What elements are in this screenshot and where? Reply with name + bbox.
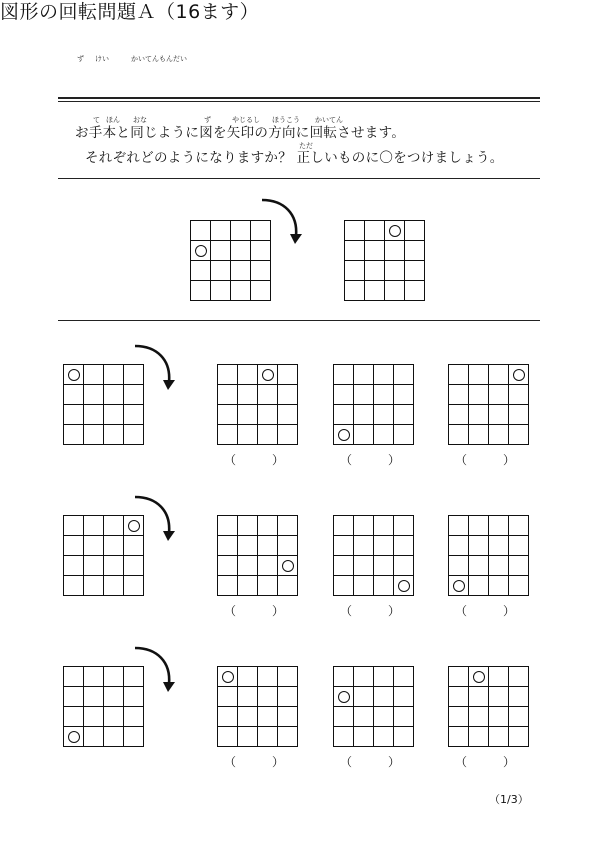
grid-cell xyxy=(124,405,144,425)
grid-cell xyxy=(258,727,278,747)
grid-cell xyxy=(354,576,374,596)
grid-cell xyxy=(449,536,469,556)
grid-cell xyxy=(231,221,251,241)
grid-cell xyxy=(509,365,529,385)
grid-cell xyxy=(258,385,278,405)
grid-cell xyxy=(334,425,354,445)
grid-cell xyxy=(334,576,354,596)
grid-cell xyxy=(469,707,489,727)
grid-cell xyxy=(449,707,469,727)
grid-cell xyxy=(84,556,104,576)
grid-cell xyxy=(64,425,84,445)
page-number: （1/3） xyxy=(489,793,529,806)
answer-bracket[interactable]: （ ） xyxy=(340,604,401,618)
grid-cell xyxy=(334,365,354,385)
grid-cell xyxy=(469,576,489,596)
grid-cell xyxy=(345,221,365,241)
grid-cell xyxy=(385,241,405,261)
grid-cell xyxy=(278,516,298,536)
grid-cell xyxy=(509,687,529,707)
grid-cell xyxy=(191,281,211,301)
grid-cell xyxy=(278,536,298,556)
grid-cell xyxy=(211,241,231,261)
grid-cell xyxy=(405,221,425,241)
grid-cell xyxy=(238,667,258,687)
grid-cell xyxy=(84,385,104,405)
circle-marker-icon xyxy=(68,369,80,381)
answer-choice-grid[interactable] xyxy=(333,515,414,596)
grid-cell xyxy=(258,687,278,707)
grid-cell xyxy=(374,556,394,576)
instr-ruby-ona: おな xyxy=(133,116,147,124)
grid-cell xyxy=(84,425,104,445)
grid-cell xyxy=(238,727,258,747)
grid-cell xyxy=(64,536,84,556)
grid-cell xyxy=(104,516,124,536)
grid-cell xyxy=(238,556,258,576)
grid-cell xyxy=(354,405,374,425)
grid-cell xyxy=(84,667,104,687)
grid-cell xyxy=(354,707,374,727)
grid-cell xyxy=(251,261,271,281)
grid-cell xyxy=(334,667,354,687)
grid-cell xyxy=(449,365,469,385)
grid-cell xyxy=(84,516,104,536)
grid-cell xyxy=(489,516,509,536)
grid-cell xyxy=(394,576,414,596)
grid-cell xyxy=(489,687,509,707)
grid-cell xyxy=(354,727,374,747)
grid-cell xyxy=(211,261,231,281)
grid-cell xyxy=(218,707,238,727)
grid-cell xyxy=(104,727,124,747)
grid-cell xyxy=(489,405,509,425)
grid-cell xyxy=(385,221,405,241)
grid-cell xyxy=(345,281,365,301)
grid-cell xyxy=(449,576,469,596)
grid-cell xyxy=(231,261,251,281)
grid-cell xyxy=(104,425,124,445)
grid-cell xyxy=(278,385,298,405)
grid-cell xyxy=(238,365,258,385)
title-ruby-kei: けい xyxy=(95,55,109,63)
grid-cell xyxy=(469,536,489,556)
grid-cell xyxy=(489,365,509,385)
grid-cell xyxy=(509,667,529,687)
grid-cell xyxy=(489,576,509,596)
grid-cell xyxy=(278,556,298,576)
grid-cell xyxy=(84,727,104,747)
grid-cell xyxy=(334,516,354,536)
grid-cell xyxy=(238,425,258,445)
grid-cell xyxy=(394,667,414,687)
grid-cell xyxy=(469,556,489,576)
grid-cell xyxy=(509,385,529,405)
grid-cell xyxy=(354,667,374,687)
grid-cell xyxy=(124,576,144,596)
grid-cell xyxy=(405,261,425,281)
grid-cell xyxy=(231,241,251,261)
answer-bracket[interactable]: （ ） xyxy=(340,755,401,769)
grid-cell xyxy=(84,405,104,425)
grid-cell xyxy=(278,707,298,727)
grid-cell xyxy=(394,385,414,405)
circle-marker-icon xyxy=(338,429,350,441)
grid-cell xyxy=(238,707,258,727)
grid-cell xyxy=(509,516,529,536)
grid-cell xyxy=(218,727,238,747)
answer-choice-grid[interactable] xyxy=(217,364,298,445)
circle-marker-icon xyxy=(195,245,207,257)
example-grid-after xyxy=(344,220,425,301)
grid-cell xyxy=(278,576,298,596)
circle-marker-icon xyxy=(398,580,410,592)
title-rule-top xyxy=(58,97,540,99)
instr-ruby-tada: ただ xyxy=(299,142,313,150)
title-ruby-kaitenmondai: かいてんもんだい xyxy=(131,55,187,63)
grid-cell xyxy=(469,727,489,747)
grid-cell xyxy=(104,667,124,687)
instr-ruby-houkou: ほうこう xyxy=(272,116,300,124)
grid-cell xyxy=(124,556,144,576)
grid-cell xyxy=(218,365,238,385)
grid-cell xyxy=(365,261,385,281)
grid-cell xyxy=(64,385,84,405)
grid-cell xyxy=(191,261,211,281)
grid-cell xyxy=(374,385,394,405)
grid-cell xyxy=(258,556,278,576)
grid-cell xyxy=(278,365,298,385)
rotation-arrow-icon xyxy=(131,644,179,696)
grid-cell xyxy=(124,707,144,727)
grid-cell xyxy=(211,281,231,301)
circle-marker-icon xyxy=(389,225,401,237)
answer-bracket[interactable]: （ ） xyxy=(455,755,516,769)
grid-cell xyxy=(385,261,405,281)
grid-cell xyxy=(469,687,489,707)
section-divider-bottom xyxy=(58,320,540,321)
circle-marker-icon xyxy=(282,560,294,572)
grid-cell xyxy=(258,707,278,727)
grid-cell xyxy=(258,516,278,536)
grid-cell xyxy=(64,687,84,707)
grid-cell xyxy=(509,536,529,556)
grid-cell xyxy=(218,405,238,425)
grid-cell xyxy=(354,536,374,556)
grid-cell xyxy=(394,727,414,747)
grid-cell xyxy=(278,405,298,425)
grid-cell xyxy=(84,687,104,707)
answer-choice-grid[interactable] xyxy=(448,364,529,445)
instr-ruby-yajirushi: やじるし xyxy=(232,116,260,124)
grid-cell xyxy=(394,365,414,385)
circle-marker-icon xyxy=(222,671,234,683)
grid-cell xyxy=(374,667,394,687)
grid-cell xyxy=(64,727,84,747)
grid-cell xyxy=(469,365,489,385)
section-divider-top xyxy=(58,178,540,179)
grid-cell xyxy=(104,556,124,576)
grid-cell xyxy=(449,556,469,576)
grid-cell xyxy=(354,687,374,707)
grid-cell xyxy=(374,536,394,556)
grid-cell xyxy=(469,425,489,445)
grid-cell xyxy=(449,405,469,425)
answer-choice-grid[interactable] xyxy=(333,666,414,747)
grid-cell xyxy=(489,536,509,556)
grid-cell xyxy=(509,405,529,425)
grid-cell xyxy=(64,516,84,536)
grid-cell xyxy=(449,516,469,536)
grid-cell xyxy=(258,365,278,385)
grid-cell xyxy=(345,261,365,281)
circle-marker-icon xyxy=(262,369,274,381)
instr-ruby-te: て xyxy=(93,116,100,124)
grid-cell xyxy=(218,516,238,536)
circle-marker-icon xyxy=(338,691,350,703)
grid-cell xyxy=(218,536,238,556)
grid-cell xyxy=(251,281,271,301)
circle-marker-icon xyxy=(513,369,525,381)
grid-cell xyxy=(258,667,278,687)
rotation-arrow-icon xyxy=(131,493,179,545)
answer-choice-grid[interactable] xyxy=(448,515,529,596)
answer-choice-grid[interactable] xyxy=(217,515,298,596)
grid-cell xyxy=(449,687,469,707)
title-rule-bottom xyxy=(58,101,540,102)
grid-cell xyxy=(334,707,354,727)
grid-cell xyxy=(365,241,385,261)
grid-cell xyxy=(238,516,258,536)
grid-cell xyxy=(509,425,529,445)
grid-cell xyxy=(469,385,489,405)
grid-cell xyxy=(84,576,104,596)
grid-cell xyxy=(394,687,414,707)
grid-cell xyxy=(334,727,354,747)
grid-cell xyxy=(394,707,414,727)
grid-cell xyxy=(104,385,124,405)
grid-cell xyxy=(84,365,104,385)
grid-cell xyxy=(345,241,365,261)
grid-cell xyxy=(374,365,394,385)
grid-cell xyxy=(394,516,414,536)
grid-cell xyxy=(334,687,354,707)
grid-cell xyxy=(334,556,354,576)
grid-cell xyxy=(218,425,238,445)
grid-cell xyxy=(449,727,469,747)
answer-choice-grid[interactable] xyxy=(333,364,414,445)
grid-cell xyxy=(374,405,394,425)
grid-cell xyxy=(64,405,84,425)
grid-cell xyxy=(104,536,124,556)
grid-cell xyxy=(394,556,414,576)
grid-cell xyxy=(334,536,354,556)
grid-cell xyxy=(104,707,124,727)
grid-cell xyxy=(489,556,509,576)
grid-cell xyxy=(489,667,509,687)
grid-cell xyxy=(218,576,238,596)
grid-cell xyxy=(258,405,278,425)
grid-cell xyxy=(449,385,469,405)
grid-cell xyxy=(64,707,84,727)
grid-cell xyxy=(278,727,298,747)
grid-cell xyxy=(469,405,489,425)
grid-cell xyxy=(334,405,354,425)
grid-cell xyxy=(469,516,489,536)
grid-cell xyxy=(64,365,84,385)
grid-cell xyxy=(354,516,374,536)
grid-cell xyxy=(405,241,425,261)
grid-cell xyxy=(278,687,298,707)
grid-cell xyxy=(278,425,298,445)
circle-marker-icon xyxy=(453,580,465,592)
answer-bracket[interactable]: （ ） xyxy=(340,453,401,467)
grid-cell xyxy=(191,241,211,261)
grid-cell xyxy=(84,707,104,727)
grid-cell xyxy=(218,667,238,687)
grid-cell xyxy=(124,425,144,445)
grid-cell xyxy=(394,425,414,445)
grid-cell xyxy=(218,556,238,576)
grid-cell xyxy=(104,405,124,425)
grid-cell xyxy=(238,405,258,425)
grid-cell xyxy=(104,365,124,385)
grid-cell xyxy=(365,221,385,241)
grid-cell xyxy=(489,707,509,727)
grid-cell xyxy=(104,687,124,707)
grid-cell xyxy=(124,727,144,747)
circle-marker-icon xyxy=(68,731,80,743)
grid-cell xyxy=(211,221,231,241)
grid-cell xyxy=(354,556,374,576)
grid-cell xyxy=(469,667,489,687)
grid-cell xyxy=(334,385,354,405)
grid-cell xyxy=(191,221,211,241)
grid-cell xyxy=(64,556,84,576)
grid-cell xyxy=(405,281,425,301)
circle-marker-icon xyxy=(473,671,485,683)
grid-cell xyxy=(374,516,394,536)
title-ruby-zu: ず xyxy=(77,55,84,63)
grid-cell xyxy=(374,576,394,596)
grid-cell xyxy=(449,425,469,445)
grid-cell xyxy=(104,576,124,596)
grid-cell xyxy=(509,576,529,596)
grid-cell xyxy=(84,536,104,556)
answer-bracket[interactable]: （ ） xyxy=(224,453,285,467)
grid-cell xyxy=(509,556,529,576)
rotation-arrow-icon xyxy=(131,342,179,394)
answer-choice-grid[interactable] xyxy=(448,666,529,747)
grid-cell xyxy=(258,576,278,596)
grid-cell xyxy=(509,707,529,727)
answer-bracket[interactable]: （ ） xyxy=(224,604,285,618)
grid-cell xyxy=(354,385,374,405)
grid-cell xyxy=(64,576,84,596)
grid-cell xyxy=(218,687,238,707)
grid-cell xyxy=(449,667,469,687)
grid-cell xyxy=(238,536,258,556)
grid-cell xyxy=(354,425,374,445)
grid-cell xyxy=(489,425,509,445)
grid-cell xyxy=(238,385,258,405)
instruction-line-1: お手本と同じように図を矢印の方向に回転させます。 xyxy=(75,125,406,141)
grid-cell xyxy=(394,536,414,556)
grid-cell xyxy=(509,727,529,747)
instr-ruby-zu: ず xyxy=(204,116,211,124)
grid-cell xyxy=(258,425,278,445)
answer-bracket[interactable]: （ ） xyxy=(455,604,516,618)
grid-cell xyxy=(394,405,414,425)
grid-cell xyxy=(385,281,405,301)
grid-cell xyxy=(365,281,385,301)
grid-cell xyxy=(489,727,509,747)
answer-bracket[interactable]: （ ） xyxy=(224,755,285,769)
grid-cell xyxy=(374,425,394,445)
grid-cell xyxy=(374,707,394,727)
grid-cell xyxy=(218,385,238,405)
answer-choice-grid[interactable] xyxy=(217,666,298,747)
grid-cell xyxy=(374,727,394,747)
worksheet-title: 図形の回転問題Ａ（16ます） xyxy=(0,1,260,23)
grid-cell xyxy=(64,667,84,687)
grid-cell xyxy=(374,687,394,707)
grid-cell xyxy=(278,667,298,687)
grid-cell xyxy=(354,365,374,385)
grid-cell xyxy=(258,536,278,556)
grid-cell xyxy=(489,385,509,405)
grid-cell xyxy=(238,576,258,596)
answer-bracket[interactable]: （ ） xyxy=(455,453,516,467)
instr-ruby-kaiten: かいてん xyxy=(315,116,343,124)
grid-cell xyxy=(238,687,258,707)
grid-cell xyxy=(231,281,251,301)
rotation-arrow-icon xyxy=(258,196,306,248)
instr-ruby-hon: ほん xyxy=(106,116,120,124)
instruction-line-2: それぞれどのようになりますか？ 正しいものに〇をつけましょう。 xyxy=(85,150,504,166)
